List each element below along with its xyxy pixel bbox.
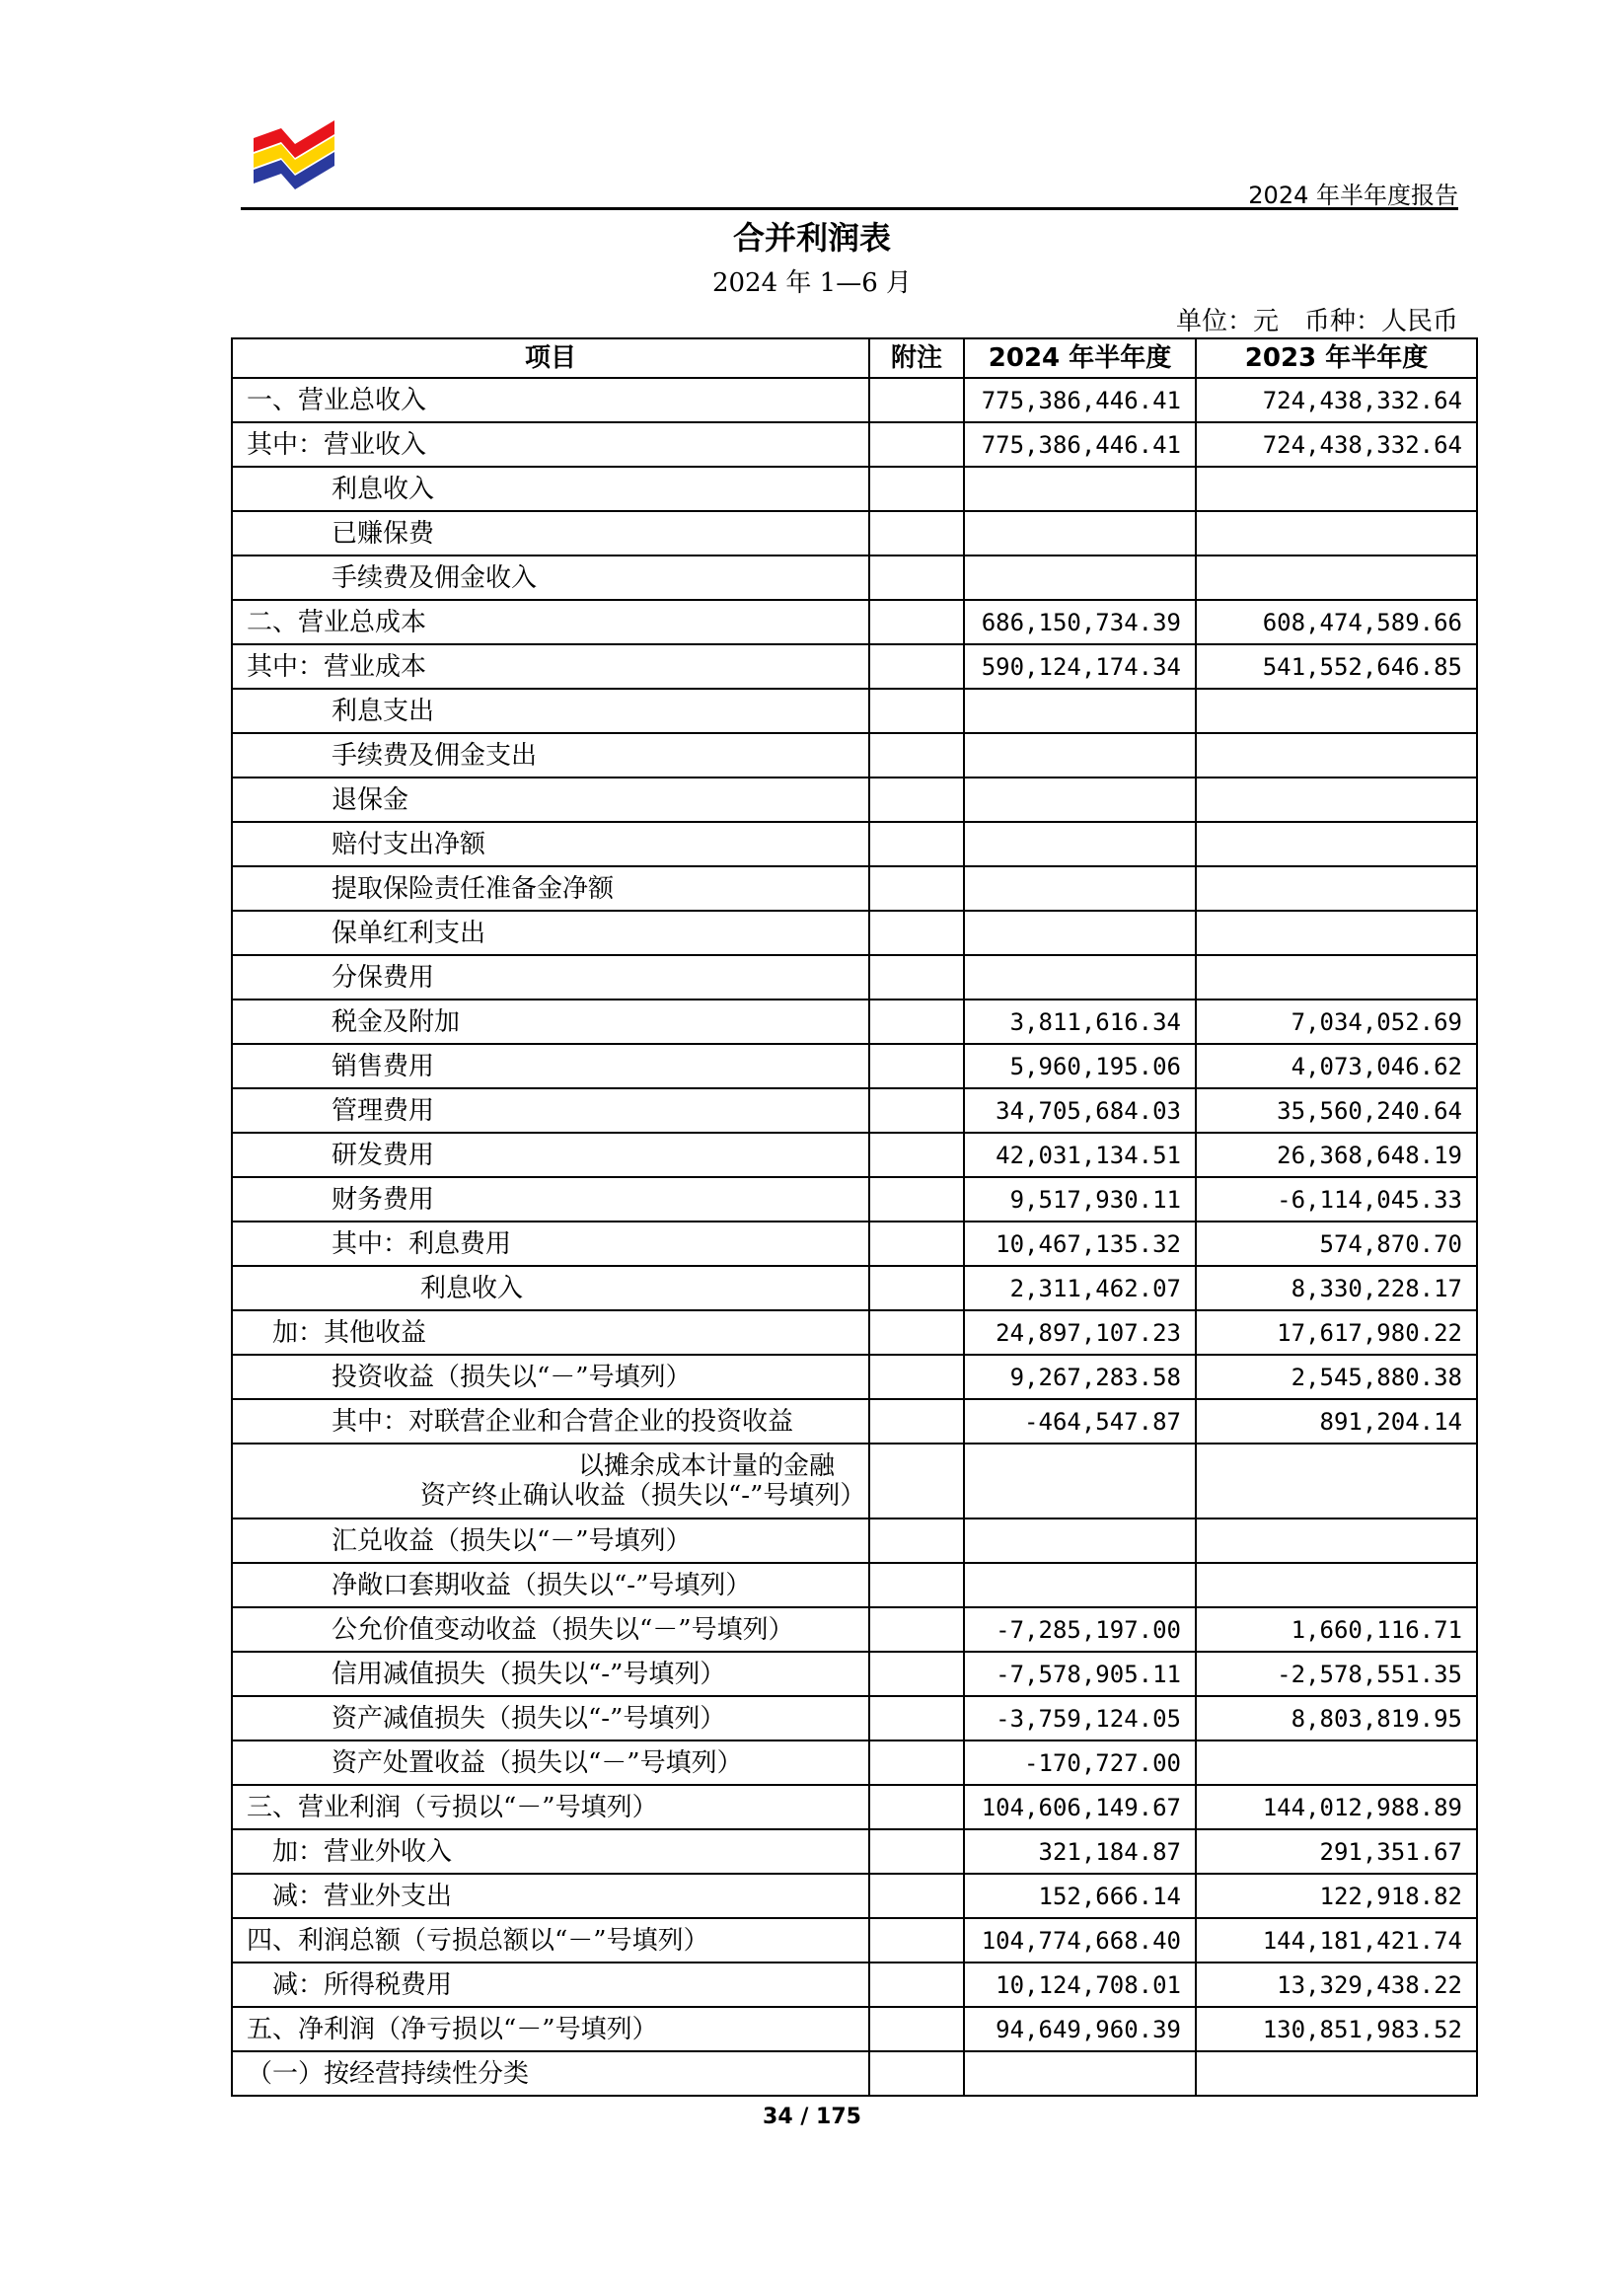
table-row <box>232 689 1477 733</box>
page-number: 34 / 175 <box>763 2105 861 2129</box>
table-row <box>232 644 1477 689</box>
table-row <box>232 1563 1477 1607</box>
item-cell: 资产处置收益（损失以“－”号填列） <box>232 1741 869 1785</box>
note-cell <box>869 1918 964 1963</box>
value-2024-cell: -464,547.87 <box>964 1399 1196 1444</box>
value-2023-cell <box>1196 555 1477 600</box>
value-2023-cell <box>1196 955 1477 1000</box>
table-row <box>232 1355 1477 1399</box>
table-row <box>232 911 1477 955</box>
value-2024-cell: 24,897,107.23 <box>964 1310 1196 1355</box>
item-cell: 以摊余成本计量的金融资产终止确认收益（损失以“-”号填列） <box>232 1444 869 1518</box>
note-cell <box>869 1785 964 1829</box>
value-2023-cell <box>1196 1444 1477 1518</box>
table-row <box>232 2007 1477 2051</box>
item-cell: 已赚保费 <box>232 511 869 555</box>
value-2024-cell: 775,386,446.41 <box>964 422 1196 467</box>
value-2024-cell <box>964 689 1196 733</box>
note-cell <box>869 1177 964 1222</box>
table-row <box>232 600 1477 644</box>
item-cell: 其中：利息费用 <box>232 1222 869 1266</box>
value-2023-cell: 8,330,228.17 <box>1196 1266 1477 1310</box>
table-row <box>232 1133 1477 1177</box>
document-title: 合并利润表 <box>732 219 891 257</box>
value-2023-cell <box>1196 866 1477 911</box>
item-cell: 退保金 <box>232 778 869 822</box>
item-cell: 研发费用 <box>232 1133 869 1177</box>
value-2024-cell: 9,267,283.58 <box>964 1355 1196 1399</box>
table-row <box>232 955 1477 1000</box>
value-2024-cell: 590,124,174.34 <box>964 644 1196 689</box>
value-2024-cell <box>964 778 1196 822</box>
header-divider <box>241 207 1458 210</box>
item-cell: 减：营业外支出 <box>232 1874 869 1918</box>
value-2024-cell <box>964 866 1196 911</box>
table-row <box>232 1829 1477 1874</box>
note-cell <box>869 422 964 467</box>
currency-unit: 单位：元 币种：人民币 <box>1175 307 1458 336</box>
item-cell: 手续费及佣金收入 <box>232 555 869 600</box>
table-row <box>232 467 1477 511</box>
note-cell <box>869 378 964 422</box>
table-row <box>232 511 1477 555</box>
note-cell <box>869 2007 964 2051</box>
table-row <box>232 555 1477 600</box>
item-cell: 信用减值损失（损失以“-”号填列） <box>232 1652 869 1696</box>
table-row <box>232 1918 1477 1963</box>
income-statement-table <box>231 337 1478 2097</box>
table-row <box>232 822 1477 866</box>
value-2024-cell: 104,606,149.67 <box>964 1785 1196 1829</box>
value-2024-cell: 9,517,930.11 <box>964 1177 1196 1222</box>
value-2024-cell <box>964 822 1196 866</box>
table-row <box>232 1874 1477 1918</box>
note-cell <box>869 1696 964 1741</box>
note-cell <box>869 600 964 644</box>
value-2024-cell <box>964 2051 1196 2096</box>
value-2023-cell: 2,545,880.38 <box>1196 1355 1477 1399</box>
value-2023-cell: 291,351.67 <box>1196 1829 1477 1874</box>
note-cell <box>869 1444 964 1518</box>
value-2024-cell: 94,649,960.39 <box>964 2007 1196 2051</box>
company-logo <box>252 116 336 203</box>
table-row <box>232 1088 1477 1133</box>
item-cell: 销售费用 <box>232 1044 869 1088</box>
item-cell: 利息支出 <box>232 689 869 733</box>
value-2024-cell: 42,031,134.51 <box>964 1133 1196 1177</box>
value-2024-cell <box>964 733 1196 778</box>
note-cell <box>869 555 964 600</box>
note-cell <box>869 644 964 689</box>
note-cell <box>869 778 964 822</box>
value-2023-cell: 574,870.70 <box>1196 1222 1477 1266</box>
table-row <box>232 1607 1477 1652</box>
item-cell: 管理费用 <box>232 1088 869 1133</box>
item-cell: 提取保险责任准备金净额 <box>232 866 869 911</box>
value-2023-cell: -6,114,045.33 <box>1196 1177 1477 1222</box>
value-2023-cell: -2,578,551.35 <box>1196 1652 1477 1696</box>
item-cell: 减：所得税费用 <box>232 1963 869 2007</box>
table-row <box>232 1696 1477 1741</box>
item-cell: 汇兑收益（损失以“－”号填列） <box>232 1518 869 1563</box>
column-header-note: 附注 <box>869 338 964 378</box>
note-cell <box>869 822 964 866</box>
item-cell: 五、净利润（净亏损以“－”号填列） <box>232 2007 869 2051</box>
note-cell <box>869 511 964 555</box>
value-2023-cell: 144,012,988.89 <box>1196 1785 1477 1829</box>
item-cell: 利息收入 <box>232 467 869 511</box>
note-cell <box>869 467 964 511</box>
table-row <box>232 1652 1477 1696</box>
item-cell: 其中：营业收入 <box>232 422 869 467</box>
item-cell: 保单红利支出 <box>232 911 869 955</box>
note-cell <box>869 1355 964 1399</box>
value-2023-cell: 4,073,046.62 <box>1196 1044 1477 1088</box>
note-cell <box>869 1133 964 1177</box>
item-cell: 赔付支出净额 <box>232 822 869 866</box>
column-header-2024: 2024 年半年度 <box>964 338 1196 378</box>
value-2024-cell: 10,124,708.01 <box>964 1963 1196 2007</box>
table-row <box>232 1741 1477 1785</box>
table-row <box>232 1444 1477 1518</box>
column-header-2023: 2023 年半年度 <box>1196 338 1477 378</box>
value-2023-cell: 13,329,438.22 <box>1196 1963 1477 2007</box>
value-2023-cell <box>1196 911 1477 955</box>
value-2024-cell <box>964 555 1196 600</box>
value-2024-cell: 775,386,446.41 <box>964 378 1196 422</box>
table-row <box>232 1310 1477 1355</box>
note-cell <box>869 1652 964 1696</box>
value-2023-cell <box>1196 1518 1477 1563</box>
table-row <box>232 1000 1477 1044</box>
value-2024-cell <box>964 467 1196 511</box>
value-2024-cell <box>964 911 1196 955</box>
table-row <box>232 733 1477 778</box>
item-cell: 资产减值损失（损失以“-”号填列） <box>232 1696 869 1741</box>
note-cell <box>869 1741 964 1785</box>
note-cell <box>869 1829 964 1874</box>
value-2024-cell: 686,150,734.39 <box>964 600 1196 644</box>
value-2024-cell <box>964 1518 1196 1563</box>
item-cell: 投资收益（损失以“－”号填列） <box>232 1355 869 1399</box>
value-2023-cell: 8,803,819.95 <box>1196 1696 1477 1741</box>
table-row <box>232 1177 1477 1222</box>
note-cell <box>869 1088 964 1133</box>
item-cell: 加：营业外收入 <box>232 1829 869 1874</box>
item-cell: 三、营业利润（亏损以“－”号填列） <box>232 1785 869 1829</box>
value-2024-cell: 3,811,616.34 <box>964 1000 1196 1044</box>
note-cell <box>869 1399 964 1444</box>
column-header-item: 项目 <box>232 338 869 378</box>
value-2024-cell: 321,184.87 <box>964 1829 1196 1874</box>
document-period: 2024 年 1—6 月 <box>711 268 913 298</box>
value-2024-cell: -3,759,124.05 <box>964 1696 1196 1741</box>
value-2024-cell: -7,578,905.11 <box>964 1652 1196 1696</box>
item-cell: 公允价值变动收益（损失以“－”号填列） <box>232 1607 869 1652</box>
note-cell <box>869 866 964 911</box>
table-row <box>232 866 1477 911</box>
value-2023-cell: 891,204.14 <box>1196 1399 1477 1444</box>
value-2023-cell <box>1196 822 1477 866</box>
value-2023-cell: 122,918.82 <box>1196 1874 1477 1918</box>
item-cell: 财务费用 <box>232 1177 869 1222</box>
value-2023-cell: 26,368,648.19 <box>1196 1133 1477 1177</box>
table-header-row <box>232 338 1477 378</box>
item-cell: 分保费用 <box>232 955 869 1000</box>
value-2023-cell: 130,851,983.52 <box>1196 2007 1477 2051</box>
note-cell <box>869 955 964 1000</box>
value-2023-cell <box>1196 1563 1477 1607</box>
note-cell <box>869 1563 964 1607</box>
table-row <box>232 1399 1477 1444</box>
value-2023-cell <box>1196 511 1477 555</box>
note-cell <box>869 689 964 733</box>
item-cell: 其中：对联营企业和合营企业的投资收益 <box>232 1399 869 1444</box>
value-2023-cell <box>1196 1741 1477 1785</box>
value-2024-cell: -7,285,197.00 <box>964 1607 1196 1652</box>
note-cell <box>869 733 964 778</box>
note-cell <box>869 1044 964 1088</box>
note-cell <box>869 1518 964 1563</box>
table-row <box>232 1518 1477 1563</box>
value-2023-cell <box>1196 467 1477 511</box>
item-cell: 利息收入 <box>232 1266 869 1310</box>
note-cell <box>869 1310 964 1355</box>
value-2023-cell <box>1196 689 1477 733</box>
value-2023-cell: 17,617,980.22 <box>1196 1310 1477 1355</box>
value-2024-cell: 2,311,462.07 <box>964 1266 1196 1310</box>
value-2024-cell: -170,727.00 <box>964 1741 1196 1785</box>
table-row <box>232 378 1477 422</box>
table-row <box>232 1222 1477 1266</box>
item-cell: 其中：营业成本 <box>232 644 869 689</box>
value-2024-cell: 10,467,135.32 <box>964 1222 1196 1266</box>
table-row <box>232 2051 1477 2096</box>
value-2023-cell: 608,474,589.66 <box>1196 600 1477 644</box>
item-cell: 净敞口套期收益（损失以“-”号填列） <box>232 1563 869 1607</box>
value-2023-cell: 144,181,421.74 <box>1196 1918 1477 1963</box>
note-cell <box>869 1222 964 1266</box>
value-2023-cell: 724,438,332.64 <box>1196 378 1477 422</box>
note-cell <box>869 1000 964 1044</box>
note-cell <box>869 911 964 955</box>
value-2024-cell <box>964 955 1196 1000</box>
value-2024-cell: 152,666.14 <box>964 1874 1196 1918</box>
value-2023-cell: 724,438,332.64 <box>1196 422 1477 467</box>
table-row <box>232 778 1477 822</box>
value-2024-cell: 34,705,684.03 <box>964 1088 1196 1133</box>
value-2023-cell <box>1196 733 1477 778</box>
note-cell <box>869 2051 964 2096</box>
item-cell: 加：其他收益 <box>232 1310 869 1355</box>
item-cell: 一、营业总收入 <box>232 378 869 422</box>
value-2023-cell: 7,034,052.69 <box>1196 1000 1477 1044</box>
table-row <box>232 1266 1477 1310</box>
table-row <box>232 1785 1477 1829</box>
note-cell <box>869 1963 964 2007</box>
item-cell: 税金及附加 <box>232 1000 869 1044</box>
item-cell: 四、利润总额（亏损总额以“－”号填列） <box>232 1918 869 1963</box>
note-cell <box>869 1874 964 1918</box>
value-2023-cell <box>1196 778 1477 822</box>
table-row <box>232 1963 1477 2007</box>
value-2024-cell <box>964 1563 1196 1607</box>
item-cell: 二、营业总成本 <box>232 600 869 644</box>
value-2023-cell: 35,560,240.64 <box>1196 1088 1477 1133</box>
note-cell <box>869 1607 964 1652</box>
value-2023-cell <box>1196 2051 1477 2096</box>
item-cell: （一）按经营持续性分类 <box>232 2051 869 2096</box>
item-cell: 手续费及佣金支出 <box>232 733 869 778</box>
note-cell <box>869 1266 964 1310</box>
value-2023-cell: 541,552,646.85 <box>1196 644 1477 689</box>
value-2024-cell: 104,774,668.40 <box>964 1918 1196 1963</box>
value-2024-cell <box>964 511 1196 555</box>
table-row <box>232 422 1477 467</box>
report-title: 2024 年半年度报告 <box>1248 182 1458 209</box>
value-2024-cell <box>964 1444 1196 1518</box>
value-2023-cell: 1,660,116.71 <box>1196 1607 1477 1652</box>
value-2024-cell: 5,960,195.06 <box>964 1044 1196 1088</box>
table-row <box>232 1044 1477 1088</box>
